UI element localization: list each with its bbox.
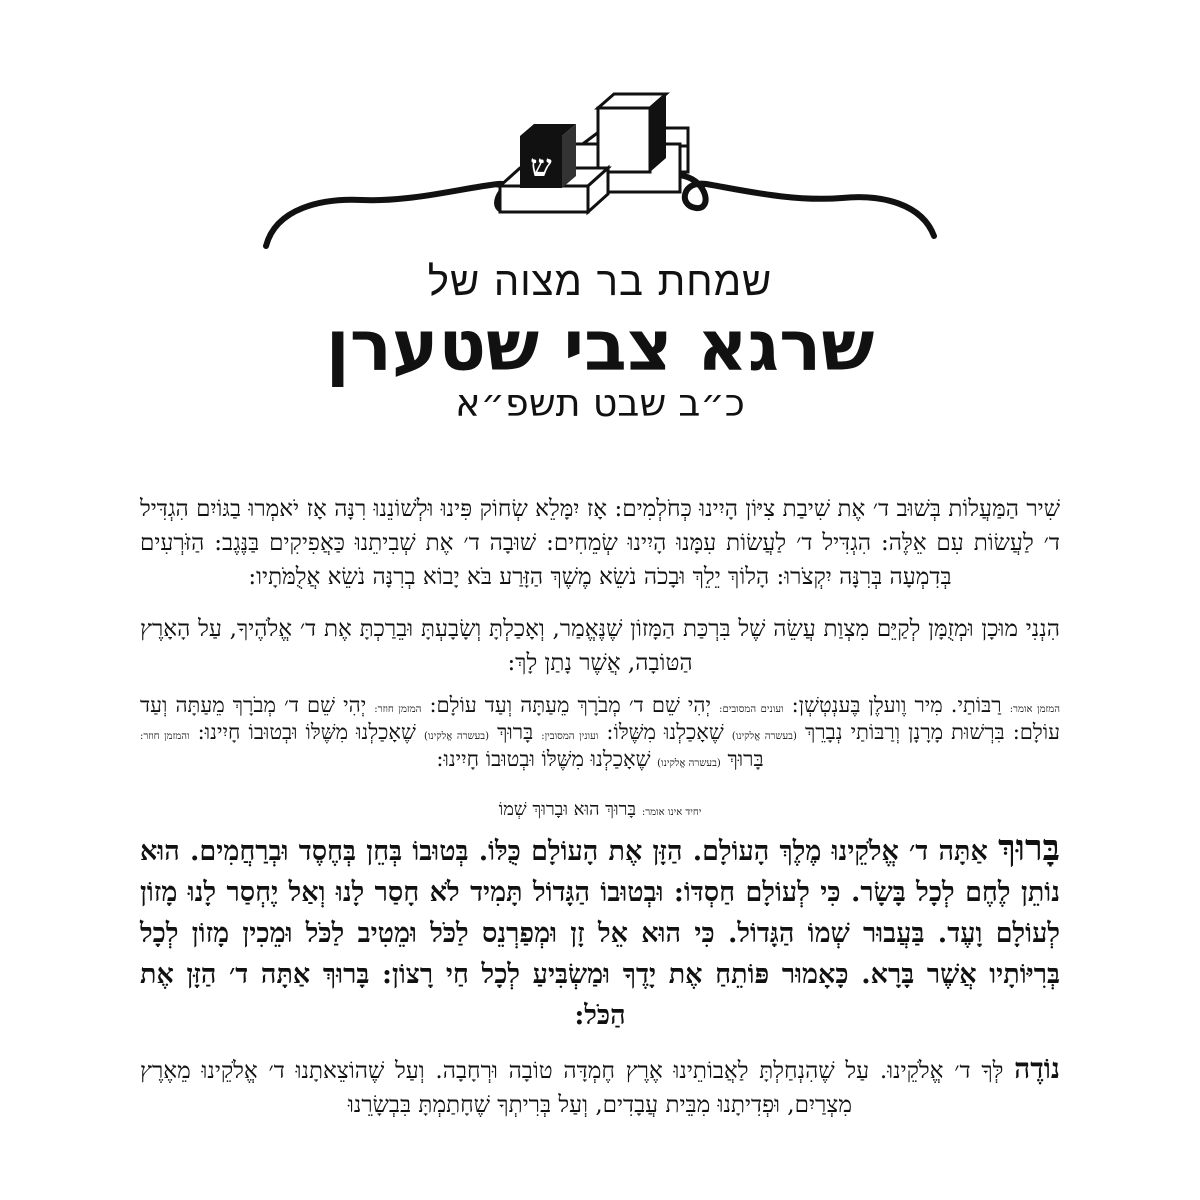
shir-hamaalot-paragraph: שִׁיר הַמַּעֲלוֹת בְּשׁוּב ד׳ אֶת שִׁיבַת צִיּוֹן הָיִינוּ כְּחֹלְמִים: אָז יִמָּלֵא שְׂחוֹק פִּינוּ וּלְשׁוֹנֵנוּ רִנָּה אָז יֹאמְרוּ בַגּוֹיִם הִגְדִּיל ד׳ לַעֲשׂוֹת עִם אֵלֶּה: הִגְדִּיל ד׳ לַעֲשׂוֹת עִמָּנוּ הָיִינוּ שְׂמֵחִים: שׁוּבָה ד׳ אֶת שְׁבִיתֵנוּ כַּאֲפִיקִים בַּנֶּגֶב: הַזֹּרְעִים בְּדִמְעָה בְּרִנָּה יִקְצֹרוּ: הָלוֹךְ יֵלֵךְ וּבָכֹה נֹשֵׂא מֶשֶׁךְ הַזָּרַע בֹּא יָבוֹא בְרִנָּה נֹשֵׂא אֲלֻמֹּתָיו: bbox=[140, 496, 1060, 590]
zimun-note: המזמן אומר: bbox=[1009, 704, 1060, 715]
zimun-note: והמזמן חוזר: bbox=[140, 731, 190, 742]
blessing-text: אַתָּה ד׳ אֱלֹקֵינוּ מֶלֶךְ הָעוֹלָם. הַזָּן אֶת הָעוֹלָם כֻּלּוֹ. בְּטוּבוֹ בְּחֵן בְּחֶסֶד וּבְרַחֲמִים. הוּא נוֹתֵן לֶחֶם לְכָל בָּשָׂר. כִּי לְעוֹלָם חַסְדּוֹ: וּבְטוּבוֹ הַגָּדוֹל תָּמִיד לֹא חָסַר לָנוּ וְאַל יֶחְסַר לָנוּ מָזוֹן לְעוֹלָם וָעֶד. בַּעֲבוּר שְׁמוֹ הַגָּדוֹל. כִּי הוּא אֵל זָן וּמְפַרְנֵס לַכֹּל וּמֵטִיב לַכֹּל וּמֵכִין מָזוֹן לְכָל בְּרִיּוֹתָיו אֲשֶׁר בָּרָא. כָּאָמוּר פּוֹתֵחַ אֶת יָדֶךָ וּמַשְׂבִּיעַ לְכָל חַי רָצוֹן: בָּרוּךְ אַתָּה ד׳ הַזָּן אֶת הַכֹּל: bbox=[140, 836, 1060, 1031]
zimun-line: שֶׁאָכַלְנוּ מִשֶּׁלּוֹ וּבְטוּבוֹ חָיִינוּ: bbox=[197, 720, 416, 744]
zimun-note: (בעשרה אֱלקינו) bbox=[423, 731, 490, 742]
header bbox=[0, 258, 1200, 424]
yachid-note: יחיד אינו אומר: bbox=[641, 807, 702, 818]
hineni-paragraph: הִנְנִי מוּכָן וּמְזֻמָּן לְקַיֵּם מִצְוַת עֲשֵׂה שֶׁל בִּרְכַּת הַמָּזוֹן שֶׁנֶּאֱמַר, וְאָכַלְתָּ וְשָׂבָעְתָּ וּבֵרַכְתָּ אֶת ד׳ אֱלֹהֶיךָ, עַל הָאָרֶץ הַטּוֹבָה, אֲשֶׁר נָתַן לָךְ: bbox=[140, 616, 1060, 676]
zimun-note: ועונים המסובים: bbox=[719, 704, 784, 715]
tefillin-emblem-icon bbox=[262, 88, 938, 254]
bentching-text bbox=[140, 492, 1060, 1122]
zimun-line: בָּרוּךְ bbox=[727, 747, 764, 771]
yachid-text: בָּרוּךְ הוּא וּבָרוּךְ שְׁמוֹ bbox=[498, 799, 637, 820]
nodeh-first-word: נוֹדֶה bbox=[1014, 1052, 1060, 1085]
zimun-line: רַבּוֹתַי. מִיר וֶועלֶן בֶּענְטְשְׁן: bbox=[791, 693, 1002, 717]
yachid-line bbox=[140, 797, 1060, 826]
hazan-blessing-paragraph bbox=[140, 828, 1060, 1036]
zimun-note: המזמן חוזר: bbox=[374, 704, 422, 715]
header-subtitle: שמחת בר מצוה של bbox=[427, 259, 773, 305]
header-date: כ״ב שבט תשפ״א bbox=[455, 381, 745, 425]
zimun-note: (בעשרה אֱלקינו) bbox=[657, 758, 721, 769]
blessing-first-word: בָּרוּךְ bbox=[998, 827, 1060, 869]
zimun-line: יְהִי שֵׁם ד׳ מְבֹרָךְ מֵעַתָּה וְעַד עוֹלָם: bbox=[429, 693, 712, 717]
header-name: שרגא צבי שטערן bbox=[325, 305, 875, 387]
zimun-line: בָּרוּךְ bbox=[497, 720, 534, 744]
zimun-paragraph bbox=[140, 694, 1060, 775]
nodeh-text: לְּךָ ד׳ אֱלֹקֵינוּ. עַל שֶׁהִנְחַלְתָּ לַאֲבוֹתֵינוּ אֶרֶץ חֶמְדָּה טוֹבָה וּרְחָבָה. וְעַל שֶׁהוֹצֵאתָנוּ ד׳ אֱלֹקֵינוּ מֵאֶרֶץ מִצְרַיִם, וּפְדִיתָנוּ מִבֵּית עֲבָדִים, וְעַל בְּרִיתְךָ שֶׁחָתַמְתָּ בִּבְשָׂרֵנוּ bbox=[140, 1058, 1004, 1118]
zimun-line: יְהִי שֵׁם ד׳ מְבֹרָךְ מֵעַתָּה וְעַד עוֹלָם: בִּרְשׁוּת מָרָנָן וְרַבּוֹתַי נְבָרֵךְ bbox=[140, 693, 1060, 744]
shin-letter-icon: ש bbox=[530, 149, 552, 184]
zimun-note: (בעשרה אֱלקינו) bbox=[731, 731, 797, 742]
zimun-line: שֶׁאָכַלְנוּ מִשֶּׁלּוֹ וּבְטוּבוֹ חָיִינוּ: bbox=[436, 747, 651, 771]
zimun-note: ועונין המסובין: bbox=[541, 731, 599, 742]
nodeh-paragraph bbox=[140, 1052, 1060, 1122]
zimun-line: שֶׁאָכַלְנוּ מִשֶּׁלּוֹ: bbox=[606, 720, 724, 744]
